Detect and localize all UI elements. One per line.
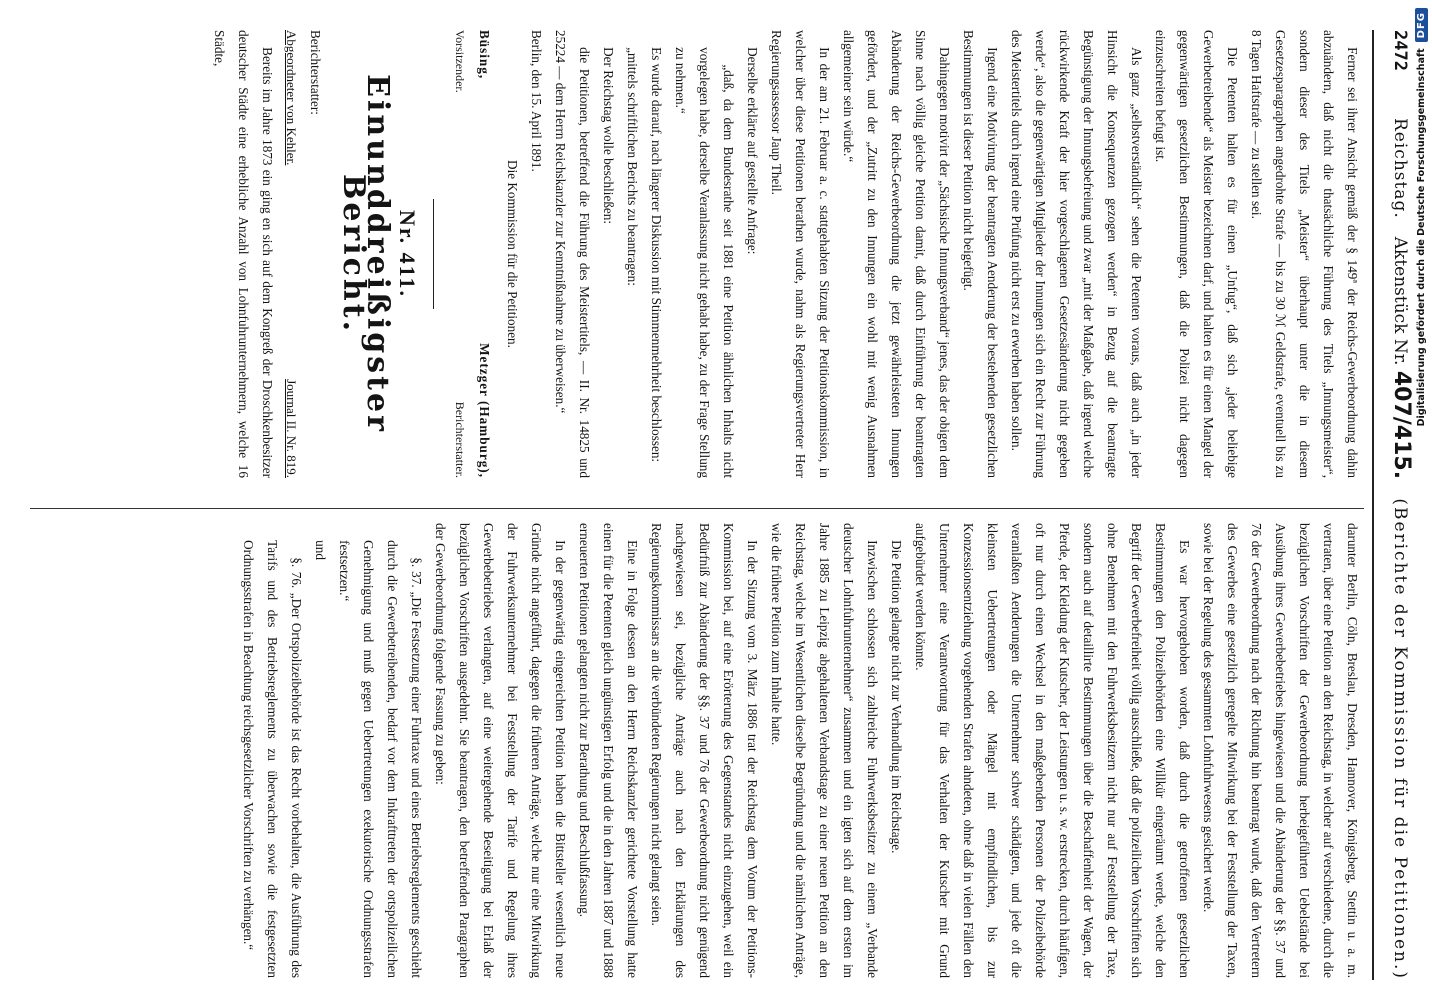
paragraph: „mittels schriftlichen Berichts zu beantragen: [625,47,640,286]
quoted-paragraph-37: §. 37. „Die Festsetzung einer Fuhrtaxe und eines Betriebsreglements geschieht durch die Gewerbetreibenden, bedarf vor dem Inkrafttreten der ortspolizeilichen Genehmigung und muß gegen Uebertretungen exekutorische Ordnungsstrafen festsetzen.“ [337,540,424,978]
paragraph: Als ganz „selbstverständlich“ sehen die Petenten voraus, daß auch „in jeder Hinsicht die Konsequenzen gezogen werden“ in Bezug auf die beantragte Begünstigung der Innungsbefreiung und zwar „mit der Maßgabe, daß irgend welche rückwirkende Kraft der hier vorgeschlagenen Gesetzesänderung nicht gegeben werde“, also die gegenwärtigen Mitglieder der Innungen sich ein Recht zur Führung des Meistertitels durch irgend eine Prüfung nicht erst zu erwerben haben sollen. [1009,30,1144,478]
digitization-stamp [1410,8,1432,998]
reporter-role: Berichterstatter. [453,401,467,478]
paragraph: Ferner sei ihrer Ansicht gemäß der § 149ª der Reichs-Gewerbeordnung dahin abzuändern, daß nicht die thatsächliche Führung des Titels „Innungsmeister“, sondern dieser des Titels „Meister“ überhaupt unter die in diesem Gesetzesparagraphen angedrohte Strafe — bis zu 30 ℳ Geldstrafe, eventuell bis zu 8 Tagen Haftstrafe — zu stellen sei. [1249,30,1360,478]
signature-right [448,343,496,478]
running-title: (Berichte der Kommission für die Petitionen.) [1390,498,1410,980]
reporter-label: Berichterstatter: [308,30,323,115]
page-header [1372,30,1414,980]
report-title: Einunddreißigster Bericht. [336,74,395,434]
paragraph: Die Petenten halten es für einen „Unfug“, daß sich „jeder beliebige Gewerbetreibende“ als Meister bezeichnen darf, und halten es für einen Mangel der gegenwärtigen gesetzlichen Bestimmungen, daß die Polizei nicht dagegen einzuschreiten befugt ist. [1153,30,1240,478]
reporter-line [279,30,303,478]
reporter-name-signature: Metzger (Hamburg), [477,343,492,478]
quoted-statement: „daß, da dem Bundesrathe seit 1881 eine Petition ähnlichen Inhalts nicht vorgelegen habe, derselbe Veranlassung nicht gehabt habe, zu der Frage Stellung zu nehmen.“ [673,47,736,478]
chair-name: Büsing, [477,30,492,80]
paragraph: Derselbe erklärte auf gestellte Anfrage: [745,47,760,255]
section-number: Nr. 411. [395,210,420,298]
document-label: Aktenstück Nr. [1390,236,1410,366]
signature-left [448,30,496,93]
paragraph: In der Sitzung vom 3. März 1886 trat der Reichstag dem Votum der Petitions-Kommission bei, auf eine Erörterung des Gegenstandes nicht einzugehen, weil ein Bedürfniß zur Abänderung der §§. 37 und 76 der Gewerbeordnung nicht genügend nachgewiesen sei, bezügliche Anträge auch nach den Erklärungen des Regierungskommissars an die verbündeten Regierungen nicht gelangt seien. [649,523,760,978]
paragraph: In der am 21. Februar a. c. stattgehabten Sitzung der Petitionskommission, in welcher über diese Petitionen berathen wurde, nahm als Regierungsvertreter Herr Regierungsassessor Jaup Theil. [769,30,832,478]
date-line: Berlin, den 15. April 1891. [529,30,544,172]
paragraph: Inzwischen schlossen sich zahlreiche Fuhrwerksbesitzer zu einem „Verbande deutscher Lohnfuhrunternehmer“ zusammen und ein igten sich auf dem ersten im Jahre 1885 zu Leipzig abgehaltenen Verbandstage zu einer neuen Petition an den Reichstag, welche im Wesentlichen dieselbe Begründung und die nämlichen Anträge, wie die frühere Petition zum Inhalte hatte. [769,523,880,978]
paragraph: Es wurde darauf, nach längerer Diskussion mit Stimmenmehrheit beschlossen: [649,47,664,463]
document-number-value: 407/415. [1389,370,1414,480]
quoted-paragraph-76: §. 76. „Der Ortspolizeibehörde ist das Recht vorbehalten, die Ausführung des Tarifs und des Betriebsreglements zu überwachen sowie die festgesetzten Ordnungsstrafen in Beachtung reichsgesetzlicher Vorschriften zu verhängen.“ [241,540,304,978]
reporter-name: Abgeordneter von Kehler. [284,30,299,166]
paragraph: Irgend eine Motivirung der beantragten Aenderung der bestehenden gesetzlichen Bestimmungen ist dieser Petition nicht beigefügt. [961,30,1000,478]
paragraph: darunter Berlin, Cöln, Breslau, Dresden, Hannover, Königsberg, Stettin u. a. m. vertraten, über eine Petition an den Reichstag, in welcher auf verschiedene, durch die bezüglichen Vorschriften der Gewerbeordnung herbeigeführten Uebelstände bei Ausübung ihres Gewerbebetriebes hingewiesen und die Abänderung der §§. 37 und 76 der Gewerbeordnung nach der Richtung hin beantragt wurde, daß den Vertretern des Gewerbes eine gesetzlich geregelte Mitwirkung bei der Feststellung der Taxen, sowie bei der Regelung des gesammten Lohnfuhrwesens gesichert werde. [1201,523,1360,978]
paragraph: Dahingegen motivirt der „Sächsische Innungsverband“ jenes, das der obigen dem Sinne nach völlig gleiche Petition damit, daß durch Einführung der beantragten Abänderung der Reichs-Gewerbeordnung die jetzt gewährleisteten Innungen gefördert, und der „Zutritt zu den Innungen ein wohl mit wenig Ausnahmen allgemeiner sein würde.“ [841,30,952,478]
dfg-logo: DFG [1415,8,1428,42]
paragraph: Es war hervorgehoben worden, daß durch die getroffenen gesetzlichen Bestimmungen den Polizeibehörden eine Willkür eingeräumt werde, welche den Begriff der Gewerbefreiheit völlig ausschließe, daß die polizeilichen Vorschriften sich ohne Benehmen mit den Fuhrwerksbesitzern nicht nur auf Feststellung der Taxe, sondern auch auf detaillirte Bestimmungen über die Beschaffenheit der Wagen, der Pferde, der Kleidung der Kutscher, der Leistungen u. s. w. erstrecken, durch häufigen, oft nur durch einen Wechsel in den maßgebenden Personen der Polizeibehörde veranlaßten Aenderungen die Unternehmer schwer schädigten, und jede oft die kleinsten Uebertretungen oder Mängel mit empfindlichen, bis zur Konzessionsentziehung vorgehenden Strafen ahndeten, ohne daß in vielen Fällen den Unternehmer eine Verantwortung für das Verhalten der Kutscher mit Grund aufgebürdet werden könnte. [913,523,1192,978]
conjunction-und: und [313,540,328,560]
divider [433,199,434,309]
stamp-text: Digitalisierung gefördert durch die Deutsche Forschungsgemeinschaft [1415,48,1427,427]
left-column [30,30,1364,478]
header-reichstag: Reichstag. [1390,118,1410,219]
commission-title: Die Kommission für die Petitionen. [505,160,520,348]
paragraph: Der Reichstag wolle beschließen: [601,47,616,225]
paragraph: Bereits im Jahre 1873 ein ging en sich auf dem Kongreß der Droschkenbesitzer deutscher Städte eine erhebliche Anzahl von Lohnfuhrunternehmern, welche 16 Städte, [212,30,275,478]
right-column [30,508,1364,978]
paragraph: die Petitionen, betreffend die Führung des Meistertitels, — II. Nr. 14825 und 25224 — dem Herrn Reichskanzler zur Kenntnißnahme zu überweisen.“ [553,30,592,478]
journal-number: Journal II. Nr. 819. [284,379,299,478]
paragraph: Die Petition gelangte nicht zur Verhandlung im Reichstage. [889,540,904,854]
page-number: 2472 [1390,30,1410,71]
paragraph: In der gegenwärtig eingereichten Petition haben die Bittsteller wesentlich neue Gründe nicht angeführt, dagegen die früheren Anträge, welche nur eine Mitwirkung der Fuhrwerksunternehmer bei Feststellung der Tarife und Regelung ihres Gewerbebetriebes verlangten, auf eine weitergehende Beseitigung bei Erlaß der bezüglichen Vorschriften ausgedehnt. Sie beantragen, den betreffenden Paragraphen der Gewerbeordnung folgende Fassung zu geben: [433,523,568,978]
signatures [448,30,496,478]
chair-role: Vorsitzender. [453,30,467,93]
paragraph: Eine in Folge dessen an den Herrn Reichskanzler gerichtete Vorstellung hatte einen für die Petenten gleich ungünstigen Erfolg und die in den Jahren 1887 und 1888 erneuerten Petitionen gelangten nicht zur Berathung und Beschlußfassung. [577,523,640,978]
